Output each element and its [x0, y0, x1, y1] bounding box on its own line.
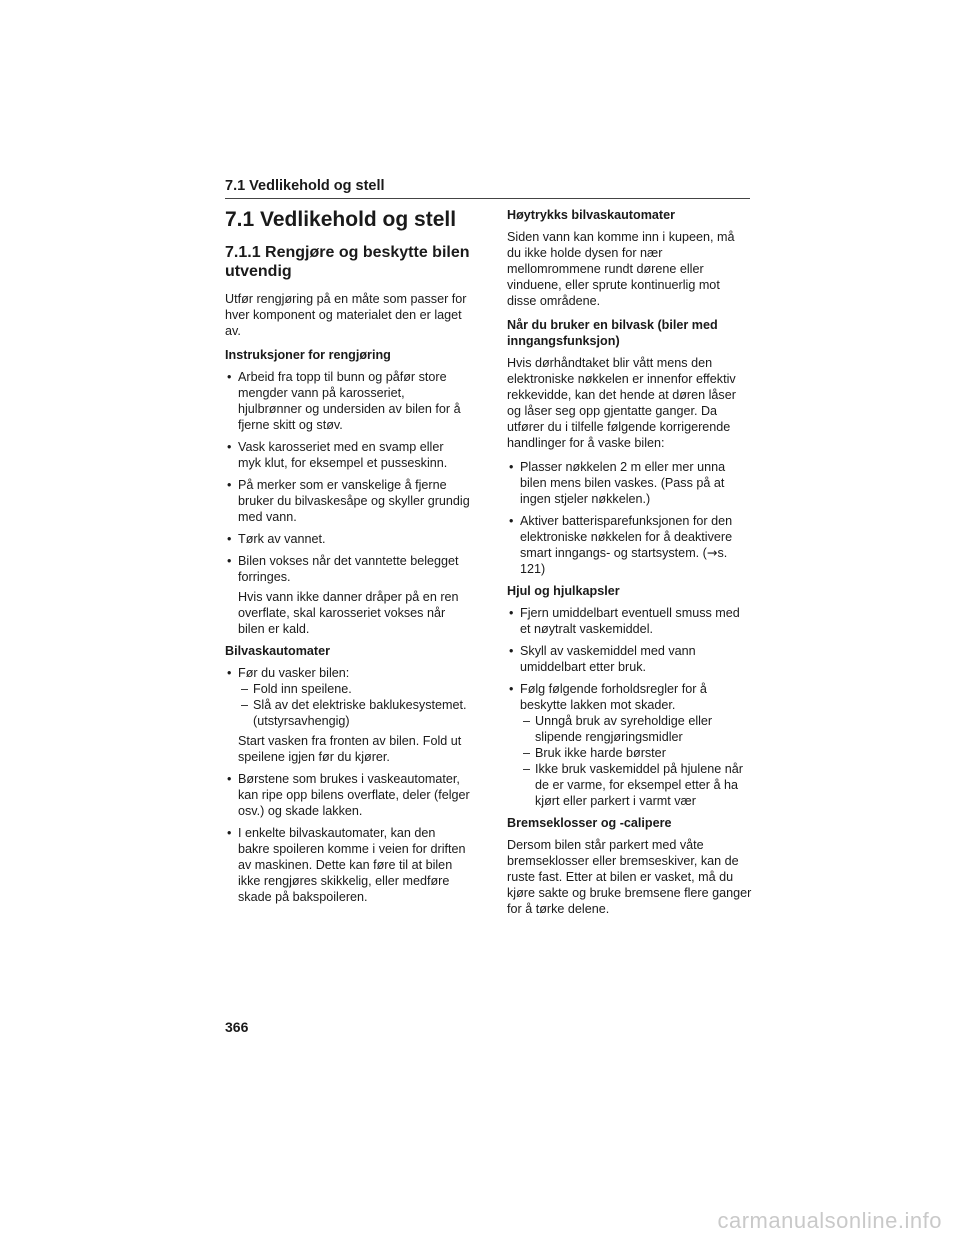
- carwash-note: Start vasken fra fronten av bilen. Fold ut speilene igjen før du kjører.: [238, 734, 462, 764]
- list-item: [225, 665, 470, 765]
- wheels-dash-list: [520, 713, 752, 809]
- dash-item: [523, 713, 752, 745]
- list-item: [507, 681, 752, 809]
- dash-item-text: Slå av det elektriske baklukesystemet. (utstyrsavhengig): [253, 698, 467, 728]
- list-item-text: Arbeid fra topp til bunn og påfør store mengder vann på karosseriet, hjulbrønner og undersiden av bilen for å fjerne skitt og støv.: [238, 370, 461, 432]
- list-item-text: Vask karosseriet med en svamp eller myk klut, for eksempel et pusseskinn.: [238, 440, 448, 470]
- instructions-note: Hvis vann ikke danner dråper på en ren overflate, skal karosseriet vokses når bilen er kald.: [238, 590, 459, 636]
- list-item: [225, 531, 470, 547]
- list-item-text: Aktiver batterisparefunksjonen for den elektroniske nøkkelen for å deaktivere smart inngangs- og startsystem. (: [520, 514, 733, 560]
- dash-icon: –: [241, 682, 249, 696]
- instructions-heading: Instruksjoner for rengjøring: [225, 348, 391, 362]
- section-title: 7.1 Vedlikehold og stell: [225, 208, 457, 231]
- brakes-heading: Bremseklosser og -calipere: [507, 816, 672, 830]
- dash-item-text: Ikke bruk vaskemiddel på hjulene når de er varme, for eksempel etter å ha kjørt eller parkert i varmt vær: [535, 762, 743, 808]
- bullet-icon: •: [509, 606, 514, 620]
- list-item: [225, 553, 470, 637]
- list-item: [225, 477, 470, 525]
- dash-item: [523, 745, 752, 761]
- bullet-icon: •: [227, 532, 232, 546]
- bullet-icon: •: [509, 682, 514, 696]
- list-item-text: Følg følgende forholdsregler for å beskytte lakken mot skader.: [520, 682, 707, 712]
- bullet-icon: •: [509, 644, 514, 658]
- pressure-heading: Høytrykks bilvaskautomater: [507, 208, 675, 222]
- dash-icon: –: [523, 746, 531, 760]
- page-reference-arrow-icon: →: [706, 545, 718, 560]
- bullet-icon: •: [227, 478, 232, 492]
- carwash-heading: Bilvaskautomater: [225, 644, 330, 658]
- dash-item-text: Bruk ikke harde børster: [535, 746, 666, 760]
- dash-item-text: Fold inn speilene.: [253, 682, 352, 696]
- bullet-icon: •: [509, 514, 514, 528]
- list-item-text: Fjern umiddelbart eventuell smuss med et nøytralt vaskemiddel.: [520, 606, 740, 636]
- carwash-list: [225, 665, 470, 905]
- list-item-text: Børstene som brukes i vaskeautomater, kan ripe opp bilens overflate, deler (felger osv.) og skade lakken.: [238, 772, 470, 818]
- dash-item: [523, 761, 752, 809]
- carwash-dash-list: [238, 681, 470, 729]
- bullet-icon: •: [227, 826, 232, 840]
- list-item: [507, 643, 752, 675]
- list-item: [225, 825, 470, 905]
- list-item: [225, 369, 470, 433]
- running-header: [225, 178, 750, 199]
- page-number: 366: [225, 1019, 249, 1035]
- list-item: [507, 459, 752, 507]
- watermark: carmanualsonline.info: [717, 1208, 942, 1233]
- dash-item-text: Unngå bruk av syreholdige eller slipende rengjøringsmidler: [535, 714, 713, 744]
- running-header-title: 7.1 Vedlikehold og stell: [225, 178, 385, 194]
- subsection-title: 7.1.1 Rengjøre og beskytte bilen utvendig: [225, 244, 470, 280]
- list-item: [225, 439, 470, 471]
- entry-paragraph: Hvis dørhåndtaket blir vått mens den elektroniske nøkkelen er innenfor effektiv rekkevidde, kan det hende at døren låser og låser seg opp gjentatte ganger. Da utfører du i tilfelle følgende korrigerende handlinger for å vaske bilen:: [507, 356, 736, 450]
- instructions-list: [225, 369, 470, 637]
- wheels-list: [507, 605, 752, 809]
- list-item-text: Plasser nøkkelen 2 m eller mer unna bilen mens bilen vaskes. (Pass på at ingen stjeler nøkkelen.): [520, 460, 726, 506]
- bullet-icon: •: [227, 440, 232, 454]
- left-column: [225, 207, 470, 911]
- dash-icon: –: [241, 698, 249, 712]
- bullet-icon: •: [227, 666, 232, 680]
- list-item: [507, 513, 752, 577]
- list-item-text: Før du vasker bilen:: [238, 666, 350, 680]
- list-item-text: På merker som er vanskelige å fjerne bruker du bilvaskesåpe og skyller grundig med vann.: [238, 478, 470, 524]
- intro-paragraph: Utfør rengjøring på en måte som passer for hver komponent og materialet den er laget av.: [225, 292, 467, 338]
- dash-item: [241, 681, 470, 697]
- list-item: [507, 605, 752, 637]
- page-reference-link[interactable]: s. 121): [520, 546, 728, 576]
- entry-heading: Når du bruker en bilvask (biler med inngangsfunksjon): [507, 318, 718, 348]
- wheels-heading: Hjul og hjulkapsler: [507, 584, 620, 598]
- dash-icon: –: [523, 714, 531, 728]
- dash-item: [241, 697, 470, 729]
- bullet-icon: •: [227, 772, 232, 786]
- entry-list: [507, 459, 752, 577]
- brakes-paragraph: Dersom bilen står parkert med våte bremseklosser eller bremseskiver, kan de ruste fast. Etter at bilen er vasket, må du kjøre sakte og bruke bremsene flere ganger for å tørke delene.: [507, 838, 752, 916]
- bullet-icon: •: [227, 554, 232, 568]
- list-item-text: Tørk av vannet.: [238, 532, 326, 546]
- bullet-icon: •: [227, 370, 232, 384]
- bullet-icon: •: [509, 460, 514, 474]
- right-column: [507, 207, 752, 925]
- dash-icon: –: [523, 762, 531, 776]
- list-item-text: I enkelte bilvaskautomater, kan den bakre spoileren komme i veien for driften av maskinen. Dette kan føre til at bilen ikke rengjøres skikkelig, eller medføre skade på bakspoileren.: [238, 826, 466, 904]
- list-item-text: Bilen vokses når det vanntette belegget forringes.: [238, 554, 459, 584]
- list-item-text: Skyll av vaskemiddel med vann umiddelbart etter bruk.: [520, 644, 696, 674]
- pressure-paragraph: Siden vann kan komme inn i kupeen, må du ikke holde dysen for nær mellomrommene rundt dørene eller vinduene, eller sprute kontinuerlig mot disse områdene.: [507, 230, 735, 308]
- header-divider: [225, 198, 750, 199]
- list-item: [225, 771, 470, 819]
